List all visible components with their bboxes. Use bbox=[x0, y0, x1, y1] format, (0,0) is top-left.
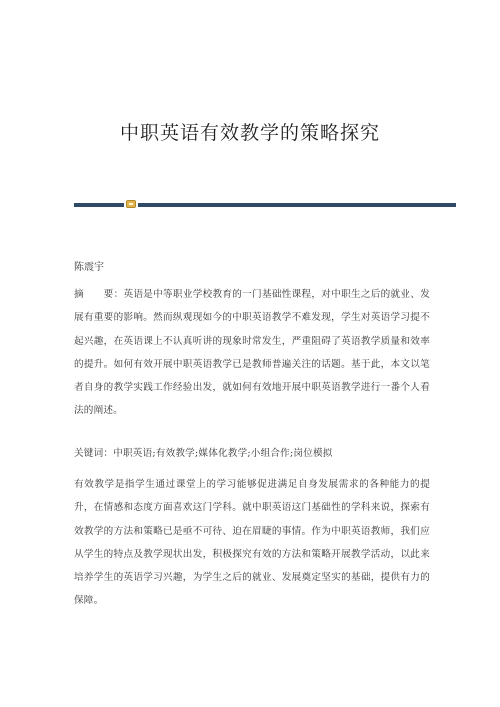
body-paragraph bbox=[74, 473, 430, 613]
book-emblem-icon bbox=[126, 200, 136, 208]
keywords-text: 中职英语;有效教学;媒体化教学;小组合作;岗位模拟 bbox=[113, 448, 333, 459]
title-divider bbox=[74, 203, 456, 207]
divider-bar-left bbox=[74, 203, 124, 207]
abstract-label: 摘 要： bbox=[74, 289, 124, 300]
keywords-label: 关键词： bbox=[74, 448, 114, 459]
divider-bar-right bbox=[138, 203, 456, 207]
abstract-text: 英语是中等职业学校教育的一门基础性课程，对中职生之后的就业、发展有重要的影响。然而纵观现如今的中职英语教学不难发现，学生对英语学习提不起兴趣，在英语课上不认真听讲的现象时常发生，严重阻碍了英语教学质量和效率的提升。如何有效开展中职英语教学已是教师普遍关注的话题。基于此，本文以笔者自身的教学实践工作经验出发，就如何有效地开展中职英语教学进行一番个人看法的阐述。 bbox=[74, 289, 431, 417]
document-title: 中职英语有效教学的策略探究 bbox=[119, 122, 380, 144]
author-name: 陈震宇 bbox=[74, 262, 104, 273]
abstract-section bbox=[74, 283, 430, 423]
body-paragraph-text: 有效教学是指学生通过课堂上的学习能够促进满足自身发展需求的各种能力的提升，在情感和态度方面喜欢这门学科。就中职英语这门基础性的学科来说，探索有效教学的方法和策略已是亟不可待、迫在眉睫的事情。作为中职英语教师，我们应从学生的特点及教学现状出发，积极探究有效的方法和策略开展教学活动，以此来培养学生的英语学习兴趣，为学生之后的就业、发展奠定坚实的基础，提供有力的保障。 bbox=[74, 479, 430, 607]
keywords-section bbox=[74, 442, 430, 465]
